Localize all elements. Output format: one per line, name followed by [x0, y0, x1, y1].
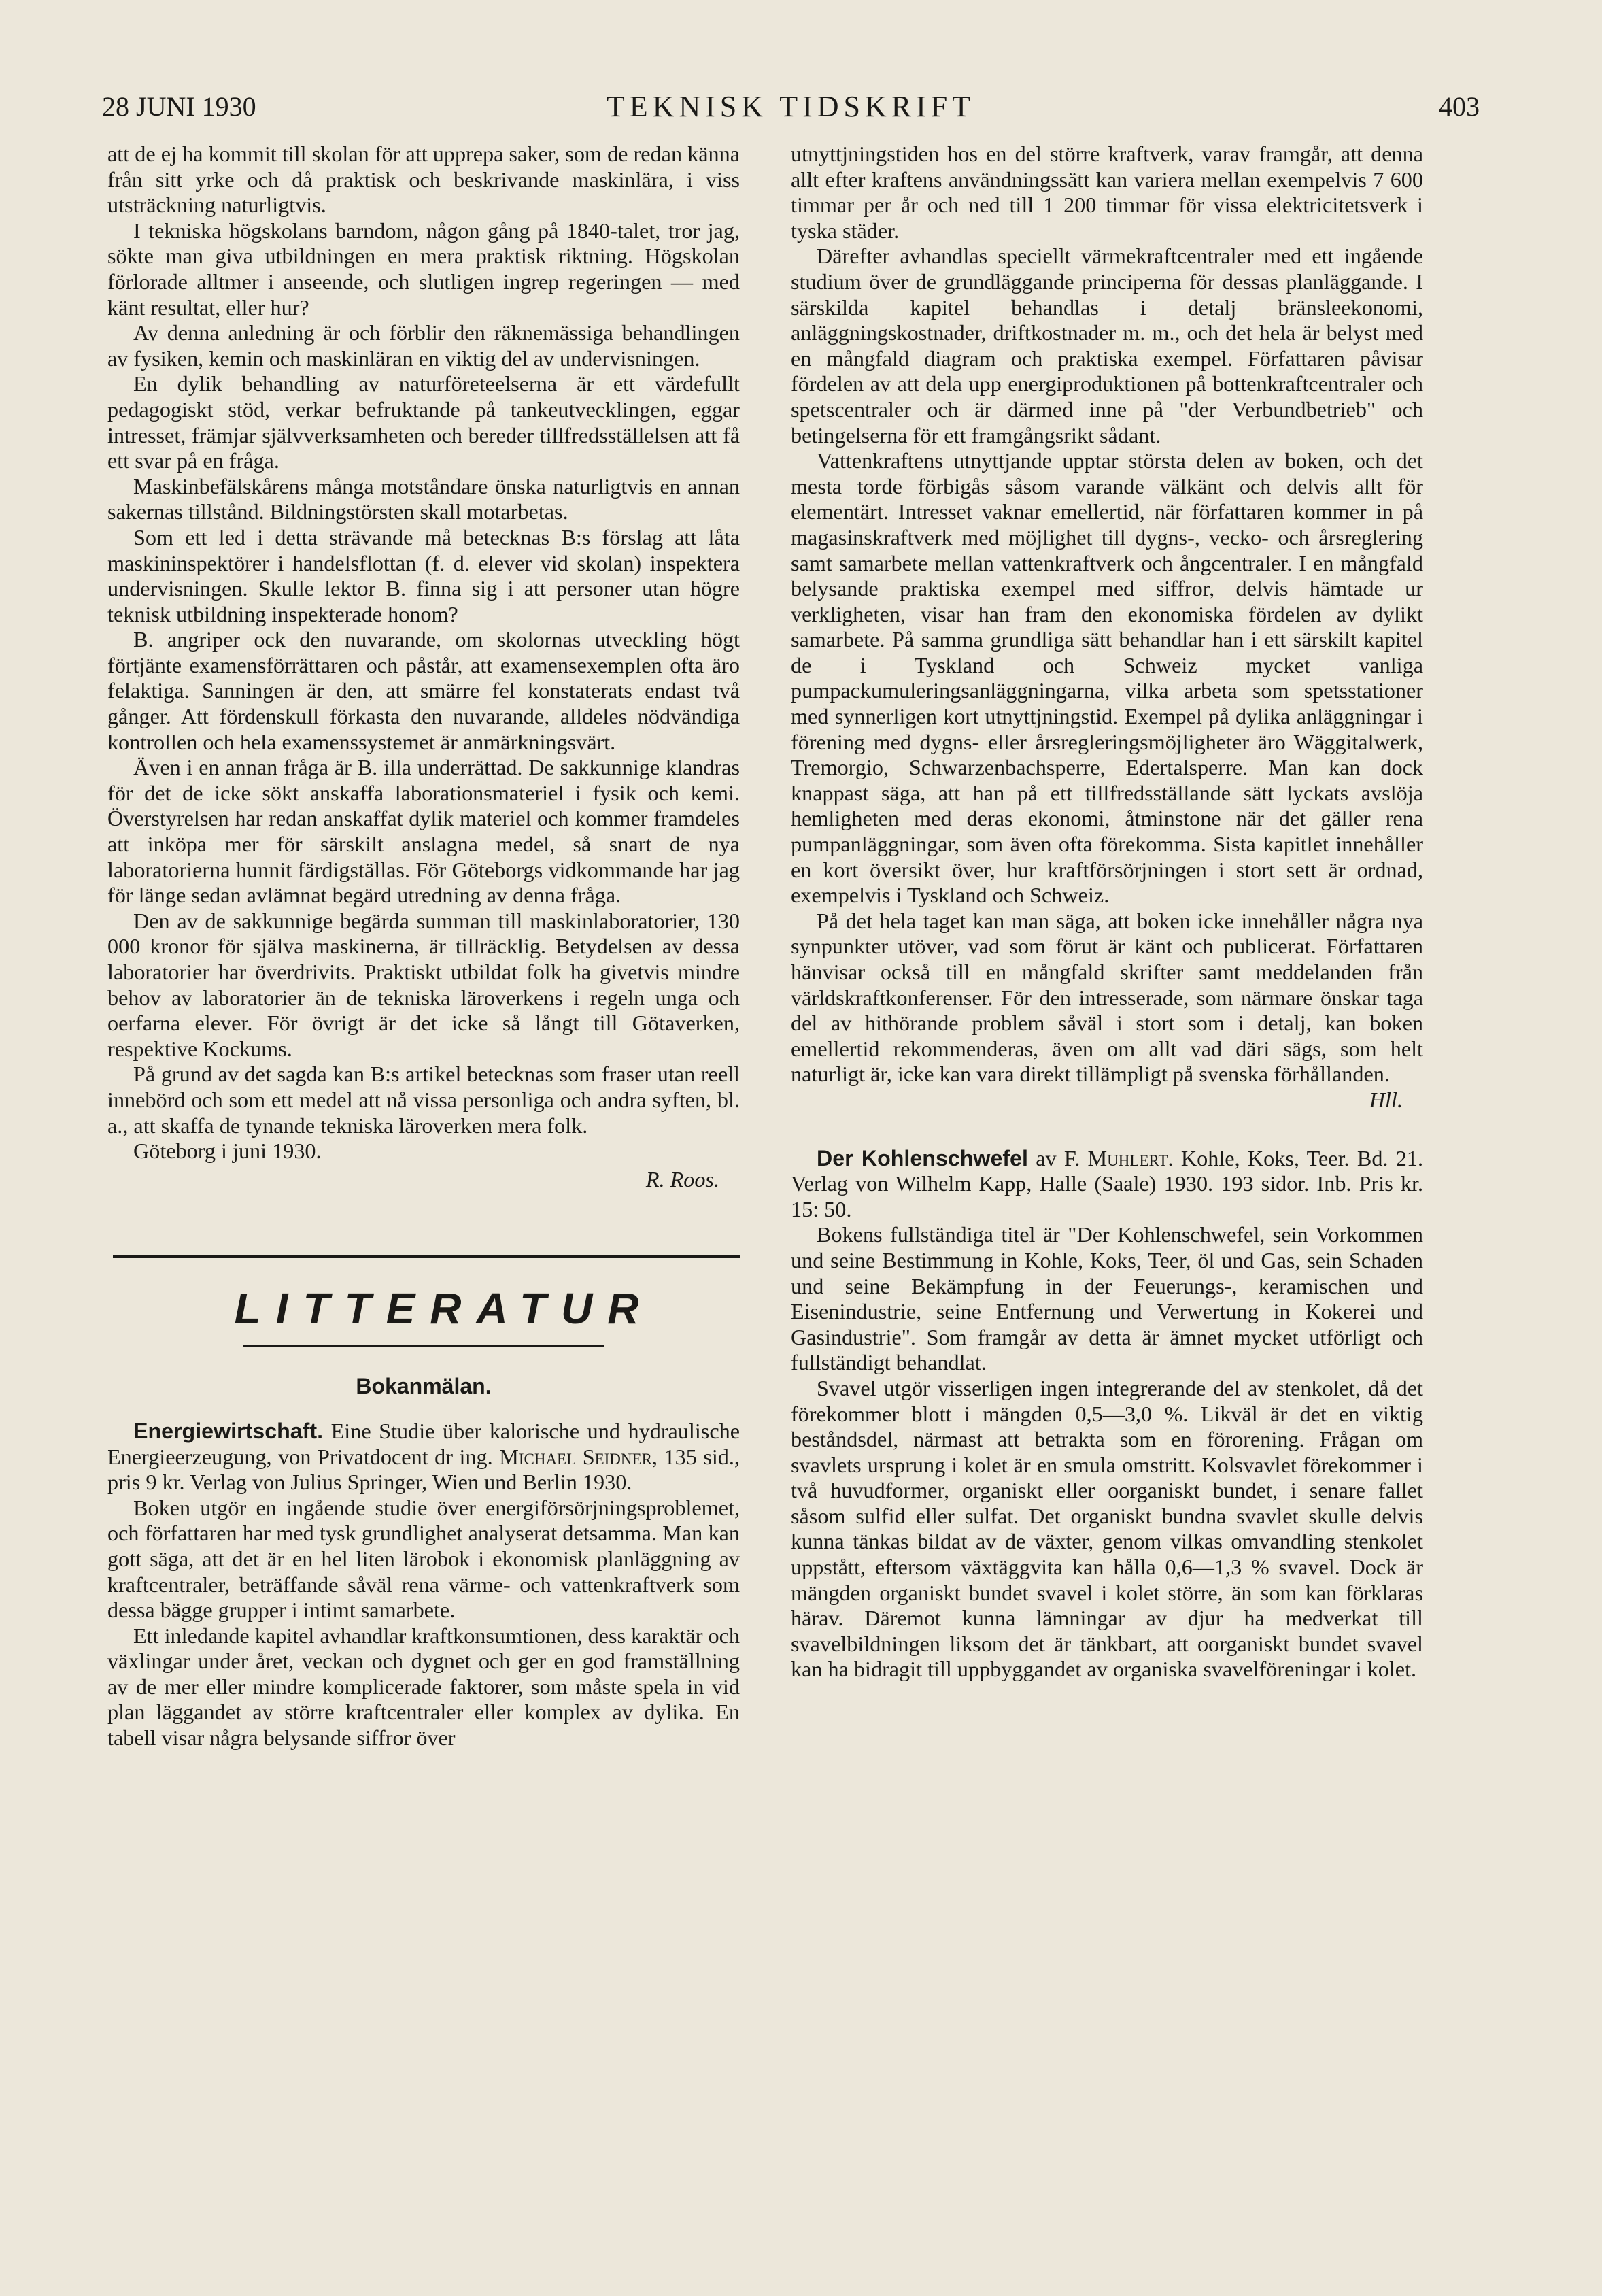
paragraph: I tekniska högskolans barndom, någon gång på 1840-talet, tror jag, sökte man giva utbildningen en mera praktisk riktning. Högskolan förlorade alltmer i anseende, och slutligen ingrep regeringen — med känt resultat, eller hur? — [107, 218, 740, 320]
page-number: 403 — [1439, 91, 1480, 122]
spacer — [791, 1113, 1423, 1146]
book-description: av — [1027, 1145, 1064, 1170]
left-column — [107, 141, 740, 1751]
book-details: , 135 sid., pris 9 kr. Verlag von Julius Springer, Wien und Berlin 1930. — [107, 1444, 740, 1495]
book-title: Der Kohlenschwefel — [817, 1145, 1028, 1170]
divider — [243, 1345, 604, 1347]
book-entry — [107, 1419, 740, 1496]
paragraph: B. angriper ock den nuvarande, om skolornas utveckling högt förtjänte examensförrättaren och påstår, att examensexemplen ofta äro felaktiga. Sanningen är den, att smärre fel konstaterats endast två gånger. Att fördenskull förkasta den nuvarande, alldeles nödvändiga kontrollen och hela examenssystemet är anmärkningsvärt. — [107, 627, 740, 754]
literature-section-banner — [107, 1255, 740, 1347]
book-title: Energiewirtschaft. — [133, 1418, 324, 1443]
journal-title: TEKNISK TIDSKRIFT — [606, 90, 976, 123]
book-entry — [791, 1146, 1423, 1223]
paragraph: Vattenkraftens utnyttjande upptar största delen av boken, och det mesta torde förbigås såsom varande välkänt och delvis allt för elementärt. Intresset vaknar emellertid, när författaren kommer in på magasinskraftverk med möjlighet till dygns-, vecko- och årsreglering samt samarbete mellan vattenkraftverk och ångcentraler. I en mångfald belysande praktiska exempel med siffror, delvis hämtade ur verkligheten, visar han fram den ekonomiska fördelen av dylikt samarbete. På samma grundliga sätt behandlar han i ett särskilt kapitel de i Tyskland och Schweiz mycket vanliga pumpackumuleringsanläggningarna, vilka arbeta som spetsstationer med synnerligen kort utnyttjningstid. Exempel på dylika anläggningar i förening med dygns- eller årsregleringsmöjligheter äro Wäggitalwerk, Tremorgio, Schwarzenbachsperre, Edertalsperre. Man kan dock knappast säga, att han på ett tillfredsställande sätt lyckats avslöja hemligheten med deras ekonomi, åtminstone när det gäller rena pumpanläggningar, som även ofta förekomma. Sista kapitlet innehåller en kort översikt över, hur kraftförsörjningen i stort sett är ordnad, exempelvis i Tyskland och Schweiz. — [791, 448, 1423, 908]
paragraph: Som ett led i detta strävande må betecknas B:s förslag att låta maskininspektörer i handelsflottan (f. d. elever vid skolan) inspektera undervisningen. Skulle lektor B. finna sig i att personer utan högre teknisk utbildning inspekterade honom? — [107, 524, 740, 626]
paragraph: Ett inledande kapitel avhandlar kraftkonsumtionen, dess karaktär och växlingar under året, veckan och dygnet och ger en god framställning av de mer eller mindre komplicerade faktorer, som måste spela in vid plan läggandet av större kraftcentraler eller komplex av dylika. En tabell visar några belysande siffror över — [107, 1623, 740, 1751]
paragraph: Av denna anledning är och förblir den räknemässiga behandlingen av fysiken, kemin och maskinläran en viktig del av undervisningen. — [107, 320, 740, 371]
paragraph: utnyttjningstiden hos en del större kraftverk, varav framgår, att denna allt efter kraftens användningssätt kan variera mellan exempelvis 7 600 timmar per år och ned till 1 200 timmar för vissa elektricitetsverk i tyska städer. — [791, 141, 1423, 243]
paragraph: Den av de sakkunnige begärda summan till maskinlaboratorier, 130 000 kronor för själva maskinerna, är tillräcklig. Betydelsen av dessa laboratorier har överdrivits. Praktiskt utbildat folk ha givetvis mindre behov av laboratorier än de tekniska läroverkens i regeln unga och oerfarna elever. För övrigt är det icke så långt till Götaverken, respektive Kockums. — [107, 908, 740, 1061]
author-signature: R. Roos. — [645, 1166, 719, 1192]
paragraph: På det hela taget kan man säga, att boken icke innehåller några nya synpunkter utöver, vad som förut är känt och publicerat. Författaren hänvisar också till en mångfald skrifter samt meddelanden från världskraftkonferenser. För den intresserade, som närmare önskar taga del av hithörande problem såväl i stort som i detalj, kan boken emellertid rekommenderas, även om allt vad däri sägs, som helt naturligt är, icke kan vara direkt tillämpligt på svenska förhållanden. — [791, 908, 1423, 1087]
paragraph: Svavel utgör visserligen ingen integrerande del av stenkolet, då det förekommer blott i mängden 0,5—3,0 %. Likväl är det en viktig beståndsdel, närmast att betrakta som en förorening. Frågan om svavlets ursprung i kolet är en smula omstritt. Kolsvavlet förekommer i två huvudformer, organiskt eller oorganiskt bundet, i senare fallet såsom sulfid eller sulfat. Det organiskt bundna svavlet skulle delvis kunna tänkas bildat av de växter, genom vilkas omvandling stenkolet uppstått, eftersom växtäggvita kan hålla 0,6—1,3 % svavel. Dock är mängden organiskt bundet svavel i kolet större, än som kan förklaras härav. Däremot kunna lämningar av djur ha medverkat till svavelbildningen liksom det är tänkbart, att oorganiskt bundet svavel kan ha bidragit till uppbyggandet av organiska svavelföreningar i kolet. — [791, 1375, 1423, 1682]
subheading: Bokanmälan. — [356, 1374, 492, 1399]
paragraph: Maskinbefälskårens många motståndare önska naturligtvis en annan sakernas tillstånd. Bildningstörsten skall motarbetas. — [107, 473, 740, 524]
paragraph: att de ej ha kommit till skolan för att upprepa saker, som de redan känna från sitt yrke och då praktisk och beskrivande maskinlära, i viss utsträckning naturligtvis. — [107, 141, 740, 218]
right-column — [791, 141, 1423, 1683]
reviewer-signature: Hll. — [1369, 1087, 1403, 1112]
book-description: Eine Studie über kalorische und hydraulische Energieerzeugung, von Privatdocent dr ing. — [107, 1418, 740, 1469]
issue-date: 28 JUNI 1930 — [102, 91, 256, 122]
paragraph: På grund av det sagda kan B:s artikel betecknas som fraser utan reell innebörd och som ett medel att nå vissa personliga och andra syften, bl. a., att skaffa de tynande tekniska läroverken mera folk. — [107, 1062, 740, 1138]
book-author: F. Muhlert — [1063, 1145, 1168, 1170]
paragraph: En dylik behandling av naturföreteelserna är ett värdefullt pedagogiskt stöd, verkar befruktande på tankeutvecklingen, eggar intresset, främjar självverksamheten och bereder tillfredsställelsen att få ett svar på en fråga. — [107, 371, 740, 473]
paragraph: Därefter avhandlas speciellt värmekraftcentraler med ett ingående studium över de grundläggande principerna för dessas planläggande. I särskilda kapitel behandlas i detalj bränsleekonomi, anläggningskostnader, driftkostnader m. m., och det hela är belyst med en mångfald diagram och praktiska exempel. Författaren påvisar fördelen av att dela upp energiproduktionen på bottenkraftcentraler och spetscentraler och är därmed inne på "der Verbundbetrieb" och betingelserna för ett framgångsrikt sådant. — [791, 243, 1423, 448]
book-details: . Kohle, Koks, Teer. Bd. 21. Verlag von Wilhelm Kapp, Halle (Saale) 1930. 193 sidor. Inb. Pris kr. 15: 50. — [791, 1145, 1423, 1221]
paragraph: Bokens fullständiga titel är "Der Kohlenschwefel, sein Vorkommen und seine Bestimmung in Kohle, Koks, Teer, öl und Gas, sein Schaden und seine Bekämpfung in der Feuerungs-, keramischen und Eisenindustrie, seine Entfernung und Verwertung in Kokerei und Gasindustrie". Som framgår av detta är ämnet mycket utförligt och fullständigt behandlat. — [791, 1222, 1423, 1375]
section-heading: LITTERATUR — [234, 1284, 654, 1334]
page-header — [102, 85, 1480, 133]
paragraph: Göteborg i juni 1930. — [133, 1138, 322, 1164]
paragraph: Boken utgör en ingående studie över energiförsörjningsproblemet, och författaren har med tysk grundlighet analyserat detsamma. Man kan gott säga, att det är en hel liten lärobok i ekonomisk planläggning av kraftcentraler, beträffande såväl rena värme- och vattenkraftverk som dessa bägge grupper i intimt samarbete. — [107, 1495, 740, 1623]
paragraph: Även i en annan fråga är B. illa underrättad. De sakkunnige klandras för det de icke sökt anskaffa laborationsmateriel i fysik och kemi. Överstyrelsen har redan anskaffat dylik materiel och kommer framdeles att inköpa mer för särskilt anslagna medel, så snart de nya laboratorierna hunnit färdigställas. För Göteborgs vidkommande har jag för länge sedan avlämnat begärd utredning av denna fråga. — [107, 755, 740, 908]
book-author: Michael Seidner — [499, 1444, 652, 1469]
